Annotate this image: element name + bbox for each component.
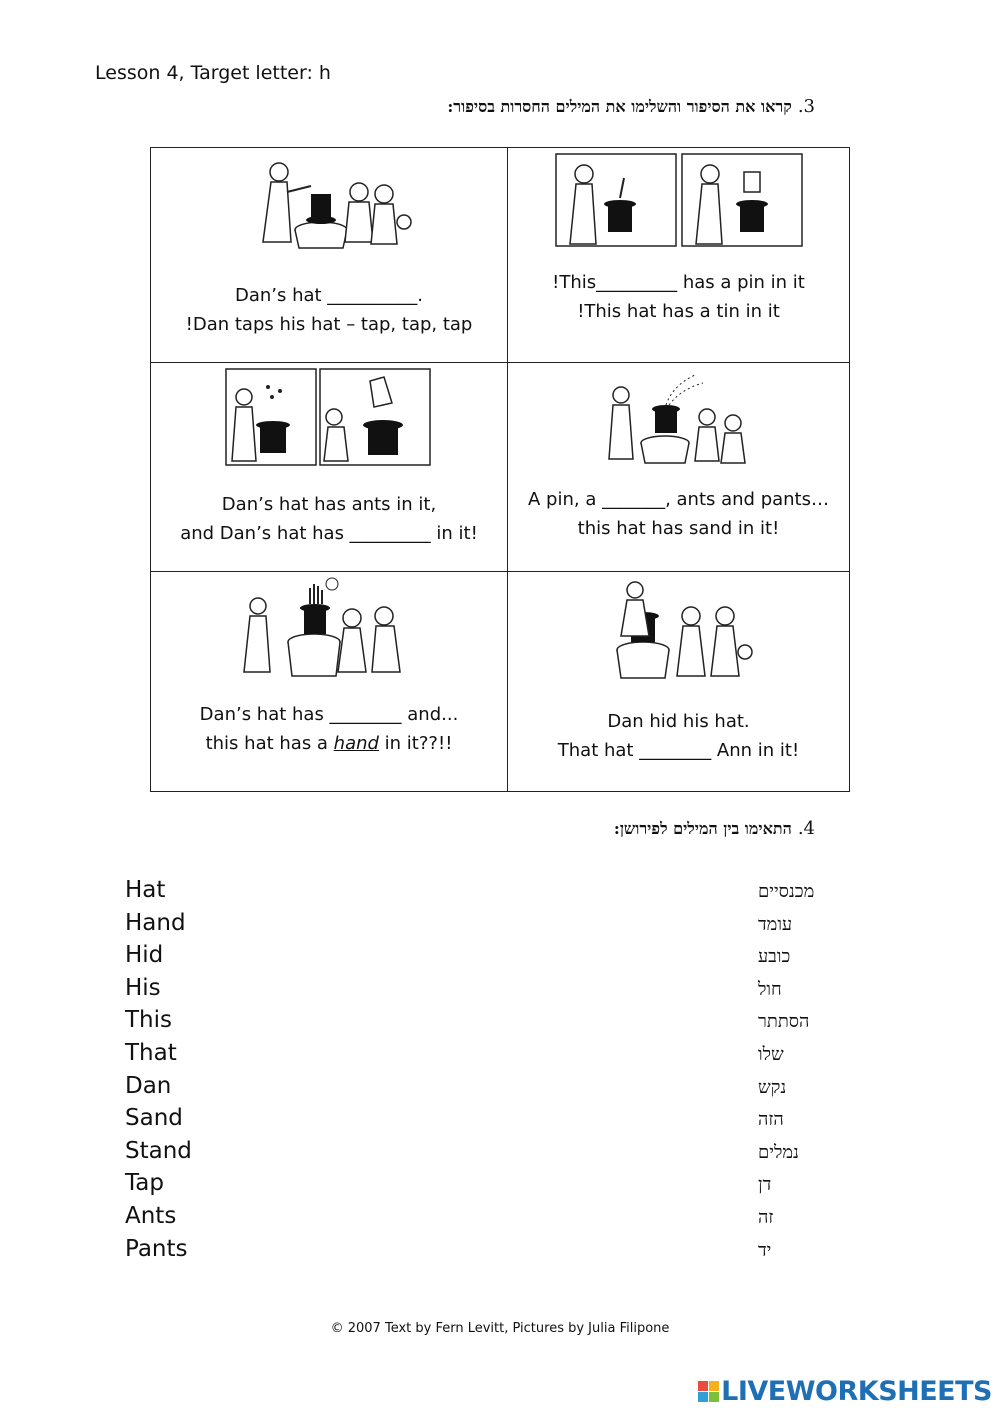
story-panel-4 <box>508 363 849 572</box>
liveworksheets-brand[interactable] <box>698 1376 992 1407</box>
story-panel-4-line-1: A pin, a _______, ants and pants… <box>528 489 829 510</box>
story-panel-2-line-2: !This hat has a tin in it <box>577 301 780 322</box>
section-4-number: 4. <box>797 818 815 839</box>
story-panel-5-line-2 <box>151 729 507 758</box>
hebrew-meaning[interactable]: דן <box>758 1174 772 1196</box>
story-panel-3-line-1: Dan’s hat has ants in it, <box>221 494 437 515</box>
section-4-instruction: התאימו בין המילים לפירושן: <box>613 819 792 838</box>
english-word[interactable]: Hat <box>125 877 166 903</box>
story-panel-3-line-2: and Dan’s hat has _________ in it! <box>180 523 478 544</box>
hebrew-meaning[interactable]: נמלים <box>758 1141 799 1163</box>
liveworksheets-logo-icon <box>698 1381 719 1402</box>
hebrew-meaning[interactable]: עומד <box>758 913 793 935</box>
logo-square <box>698 1392 708 1402</box>
logo-square <box>698 1381 708 1391</box>
hebrew-meaning-list <box>758 876 814 1267</box>
story-panel-2-text <box>508 268 849 326</box>
story-panel-4-text <box>508 485 849 543</box>
section-3-number: 3. <box>797 96 815 117</box>
liveworksheets-wordmark: LIVEWORKSHEETS <box>721 1376 992 1407</box>
english-word[interactable]: Hand <box>125 909 186 936</box>
story-panel-6-line-1: Dan hid his hat. <box>607 711 750 732</box>
story-panel-2 <box>508 148 849 363</box>
hebrew-meaning[interactable]: מכנסיים <box>758 881 815 902</box>
lesson-title: Lesson 4, Target letter: h <box>95 62 331 84</box>
story-panel-1-line-1: Dan’s hat __________. <box>234 285 424 306</box>
english-word[interactable]: Hid <box>125 942 164 969</box>
hebrew-meaning[interactable]: שלו <box>758 1043 784 1065</box>
story-panel-3 <box>151 363 508 572</box>
story-panel-1-text <box>151 281 507 339</box>
hebrew-meaning[interactable]: כובע <box>758 946 791 968</box>
hebrew-meaning[interactable]: חול <box>758 978 782 1000</box>
logo-square <box>709 1392 719 1402</box>
english-word[interactable]: Ants <box>125 1202 177 1229</box>
copyright-notice: © 2007 Text by Fern Levitt, Pictures by Julia Filipone <box>330 1321 670 1336</box>
story-panel-grid <box>150 147 850 792</box>
story-panel-5 <box>151 572 508 791</box>
story-panel-5-text <box>151 700 507 758</box>
ants-and-pants-illustration <box>224 367 434 467</box>
story-panel-6-line-2: That hat ________ Ann in it! <box>557 740 800 761</box>
english-word[interactable]: This <box>125 1007 172 1034</box>
section-3-instruction: קראו את הסיפור והשלימו את המילים החסרות בסיפור: <box>447 97 792 116</box>
story-panel-2-line-1: !This_________ has a pin in it <box>552 272 805 293</box>
logo-square <box>709 1381 719 1391</box>
english-word[interactable]: Dan <box>125 1072 172 1099</box>
hebrew-meaning[interactable]: יד <box>758 1239 772 1261</box>
story-panel-4-line-2: this hat has sand in it! <box>577 518 780 539</box>
hebrew-meaning[interactable]: זה <box>758 1206 774 1228</box>
story-panel-6 <box>508 572 849 791</box>
english-word[interactable]: Tap <box>125 1170 164 1197</box>
hand-from-hat-illustration <box>234 576 424 680</box>
story-panel-5-line-1: Dan’s hat has ________ and... <box>199 704 459 725</box>
english-word[interactable]: Sand <box>125 1105 183 1132</box>
pin-and-tin-illustration <box>554 152 804 248</box>
story-panel-5-line-2-end: in it??!! <box>378 733 453 754</box>
magician-tapping-hat-illustration <box>239 152 419 252</box>
story-panel-3-text <box>151 490 507 548</box>
section-4-heading <box>614 818 815 839</box>
story-panel-1 <box>151 148 508 363</box>
ann-in-hat-illustration <box>599 576 759 682</box>
section-3-heading <box>447 96 815 117</box>
english-word[interactable]: That <box>125 1039 177 1066</box>
english-word[interactable]: Stand <box>125 1137 192 1164</box>
story-panel-5-line-2-start: this hat has a <box>205 733 334 754</box>
sand-from-hat-illustration <box>599 367 759 467</box>
english-word-list <box>125 874 192 1265</box>
english-word[interactable]: Pants <box>125 1235 188 1262</box>
english-word[interactable]: His <box>125 974 161 1001</box>
story-panel-5-hand-word: hand <box>333 733 379 754</box>
story-panel-1-line-2: !Dan taps his hat – tap, tap, tap <box>185 314 473 335</box>
story-panel-6-text <box>508 707 849 765</box>
hebrew-meaning[interactable]: נקש <box>758 1076 787 1098</box>
hebrew-meaning[interactable]: הסתתר <box>758 1011 810 1033</box>
hebrew-meaning[interactable]: הזה <box>758 1109 784 1131</box>
